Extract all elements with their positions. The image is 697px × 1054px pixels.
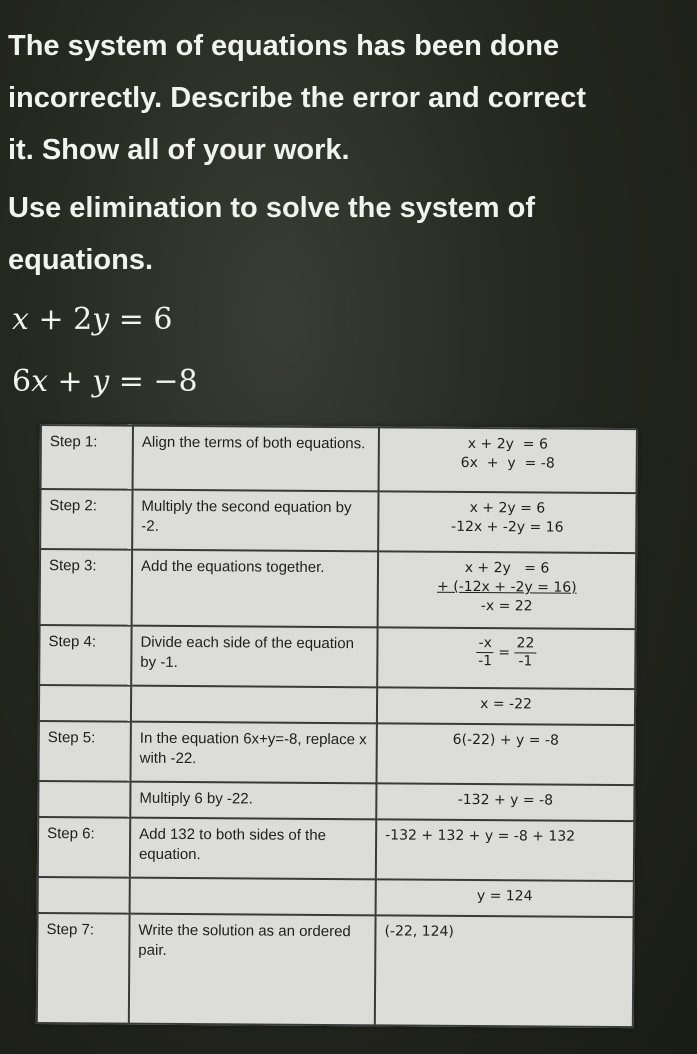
work-line: x + 2y = 6 — [467, 435, 548, 453]
step-label: Step 4: — [39, 625, 131, 686]
worked-solution-sheet — [36, 424, 638, 1028]
eq2-y: y — [92, 364, 110, 399]
step-description: Add the equations together. — [132, 550, 379, 628]
table-row — [37, 913, 634, 1027]
step-description: In the equation 6x+y=-8, replace x with -22. — [131, 722, 377, 784]
step-description: Align the terms of both equations. — [133, 426, 379, 492]
prompt-line: The system of equations has been done — [8, 30, 560, 62]
work-line: x + 2y = 6 — [464, 559, 550, 577]
step-work — [378, 551, 637, 629]
equals-sign: = — [498, 644, 511, 661]
work-line: x + 2y = 6 — [469, 500, 546, 517]
fraction-right — [514, 635, 536, 670]
step-work — [378, 491, 636, 553]
work-line: x = -22 — [480, 696, 533, 713]
work-line: y = 124 — [476, 888, 533, 905]
equation-2 — [12, 364, 198, 399]
prompt-line: incorrectly. Describe the error and correct — [8, 82, 587, 114]
prompt-line: it. Show all of your work. — [8, 134, 350, 166]
work-line: -132 + 132 + y = -8 + 132 — [385, 827, 576, 845]
step-label — [39, 685, 131, 722]
eq2-x: x — [31, 364, 49, 399]
instruction-line: equations. — [8, 244, 154, 276]
fraction-denominator: -1 — [518, 653, 533, 670]
step-label: Step 3: — [40, 549, 133, 626]
work-line: -x = 22 — [480, 598, 533, 615]
work-line: 6x + y = -8 — [460, 454, 555, 472]
step-work — [376, 783, 634, 821]
solution-table — [36, 424, 638, 1028]
step-description: Write the solution as an ordered pair. — [129, 914, 376, 1026]
eq2-coef: 6 — [12, 364, 32, 399]
eq2-rhs: = −8 — [109, 364, 198, 399]
table-row — [38, 817, 634, 881]
step-label: Step 1: — [41, 425, 133, 490]
step-work — [376, 879, 634, 917]
fraction-numerator: 22 — [514, 635, 536, 653]
step-work — [375, 915, 634, 1027]
step-label — [38, 781, 130, 818]
fraction-denominator: -1 — [478, 653, 493, 670]
step-label — [38, 877, 130, 914]
step-description: Multiply the second equation by -2. — [132, 490, 378, 552]
work-line: + (-12x + -2y = 16) — [437, 578, 577, 596]
eq2-op: + — [48, 364, 93, 399]
table-row — [40, 489, 636, 553]
equation-1 — [12, 302, 172, 337]
work-line: (-22, 124) — [384, 923, 454, 940]
step-work — [376, 723, 634, 785]
step-description: Add 132 to both sides of the equation. — [130, 818, 376, 880]
step-work — [377, 687, 635, 725]
work-line: -12x + -2y = 16 — [450, 518, 564, 536]
eq1-rhs: = 6 — [109, 302, 173, 337]
table-row — [38, 781, 634, 821]
step-description — [130, 878, 376, 916]
table-row — [39, 685, 635, 725]
work-line: 6(-22) + y = -8 — [452, 731, 559, 749]
step-description: Divide each side of the equation by -1. — [131, 626, 377, 688]
table-row — [40, 549, 637, 629]
eq1-y: y — [92, 302, 110, 337]
step-label: Step 7: — [37, 913, 130, 1024]
step-description: Multiply 6 by -22. — [130, 782, 376, 820]
table-row — [39, 721, 635, 785]
step-label: Step 6: — [38, 817, 130, 878]
eq1-op: + 2 — [28, 302, 93, 337]
instruction-line: Use elimination to solve the system of — [8, 192, 535, 224]
step-label: Step 5: — [39, 721, 131, 782]
table-row — [41, 425, 637, 493]
table-row — [39, 625, 635, 689]
table-row — [38, 877, 634, 917]
step-label: Step 2: — [40, 489, 132, 550]
eq1-x: x — [12, 302, 29, 337]
step-work — [377, 627, 635, 689]
work-line: -132 + y = -8 — [457, 791, 554, 809]
step-work — [379, 427, 637, 493]
step-description — [131, 686, 377, 724]
problem-prompt — [8, 20, 648, 286]
fraction-numerator: -x — [477, 635, 494, 653]
fraction-left — [476, 635, 494, 670]
step-work — [376, 819, 634, 881]
